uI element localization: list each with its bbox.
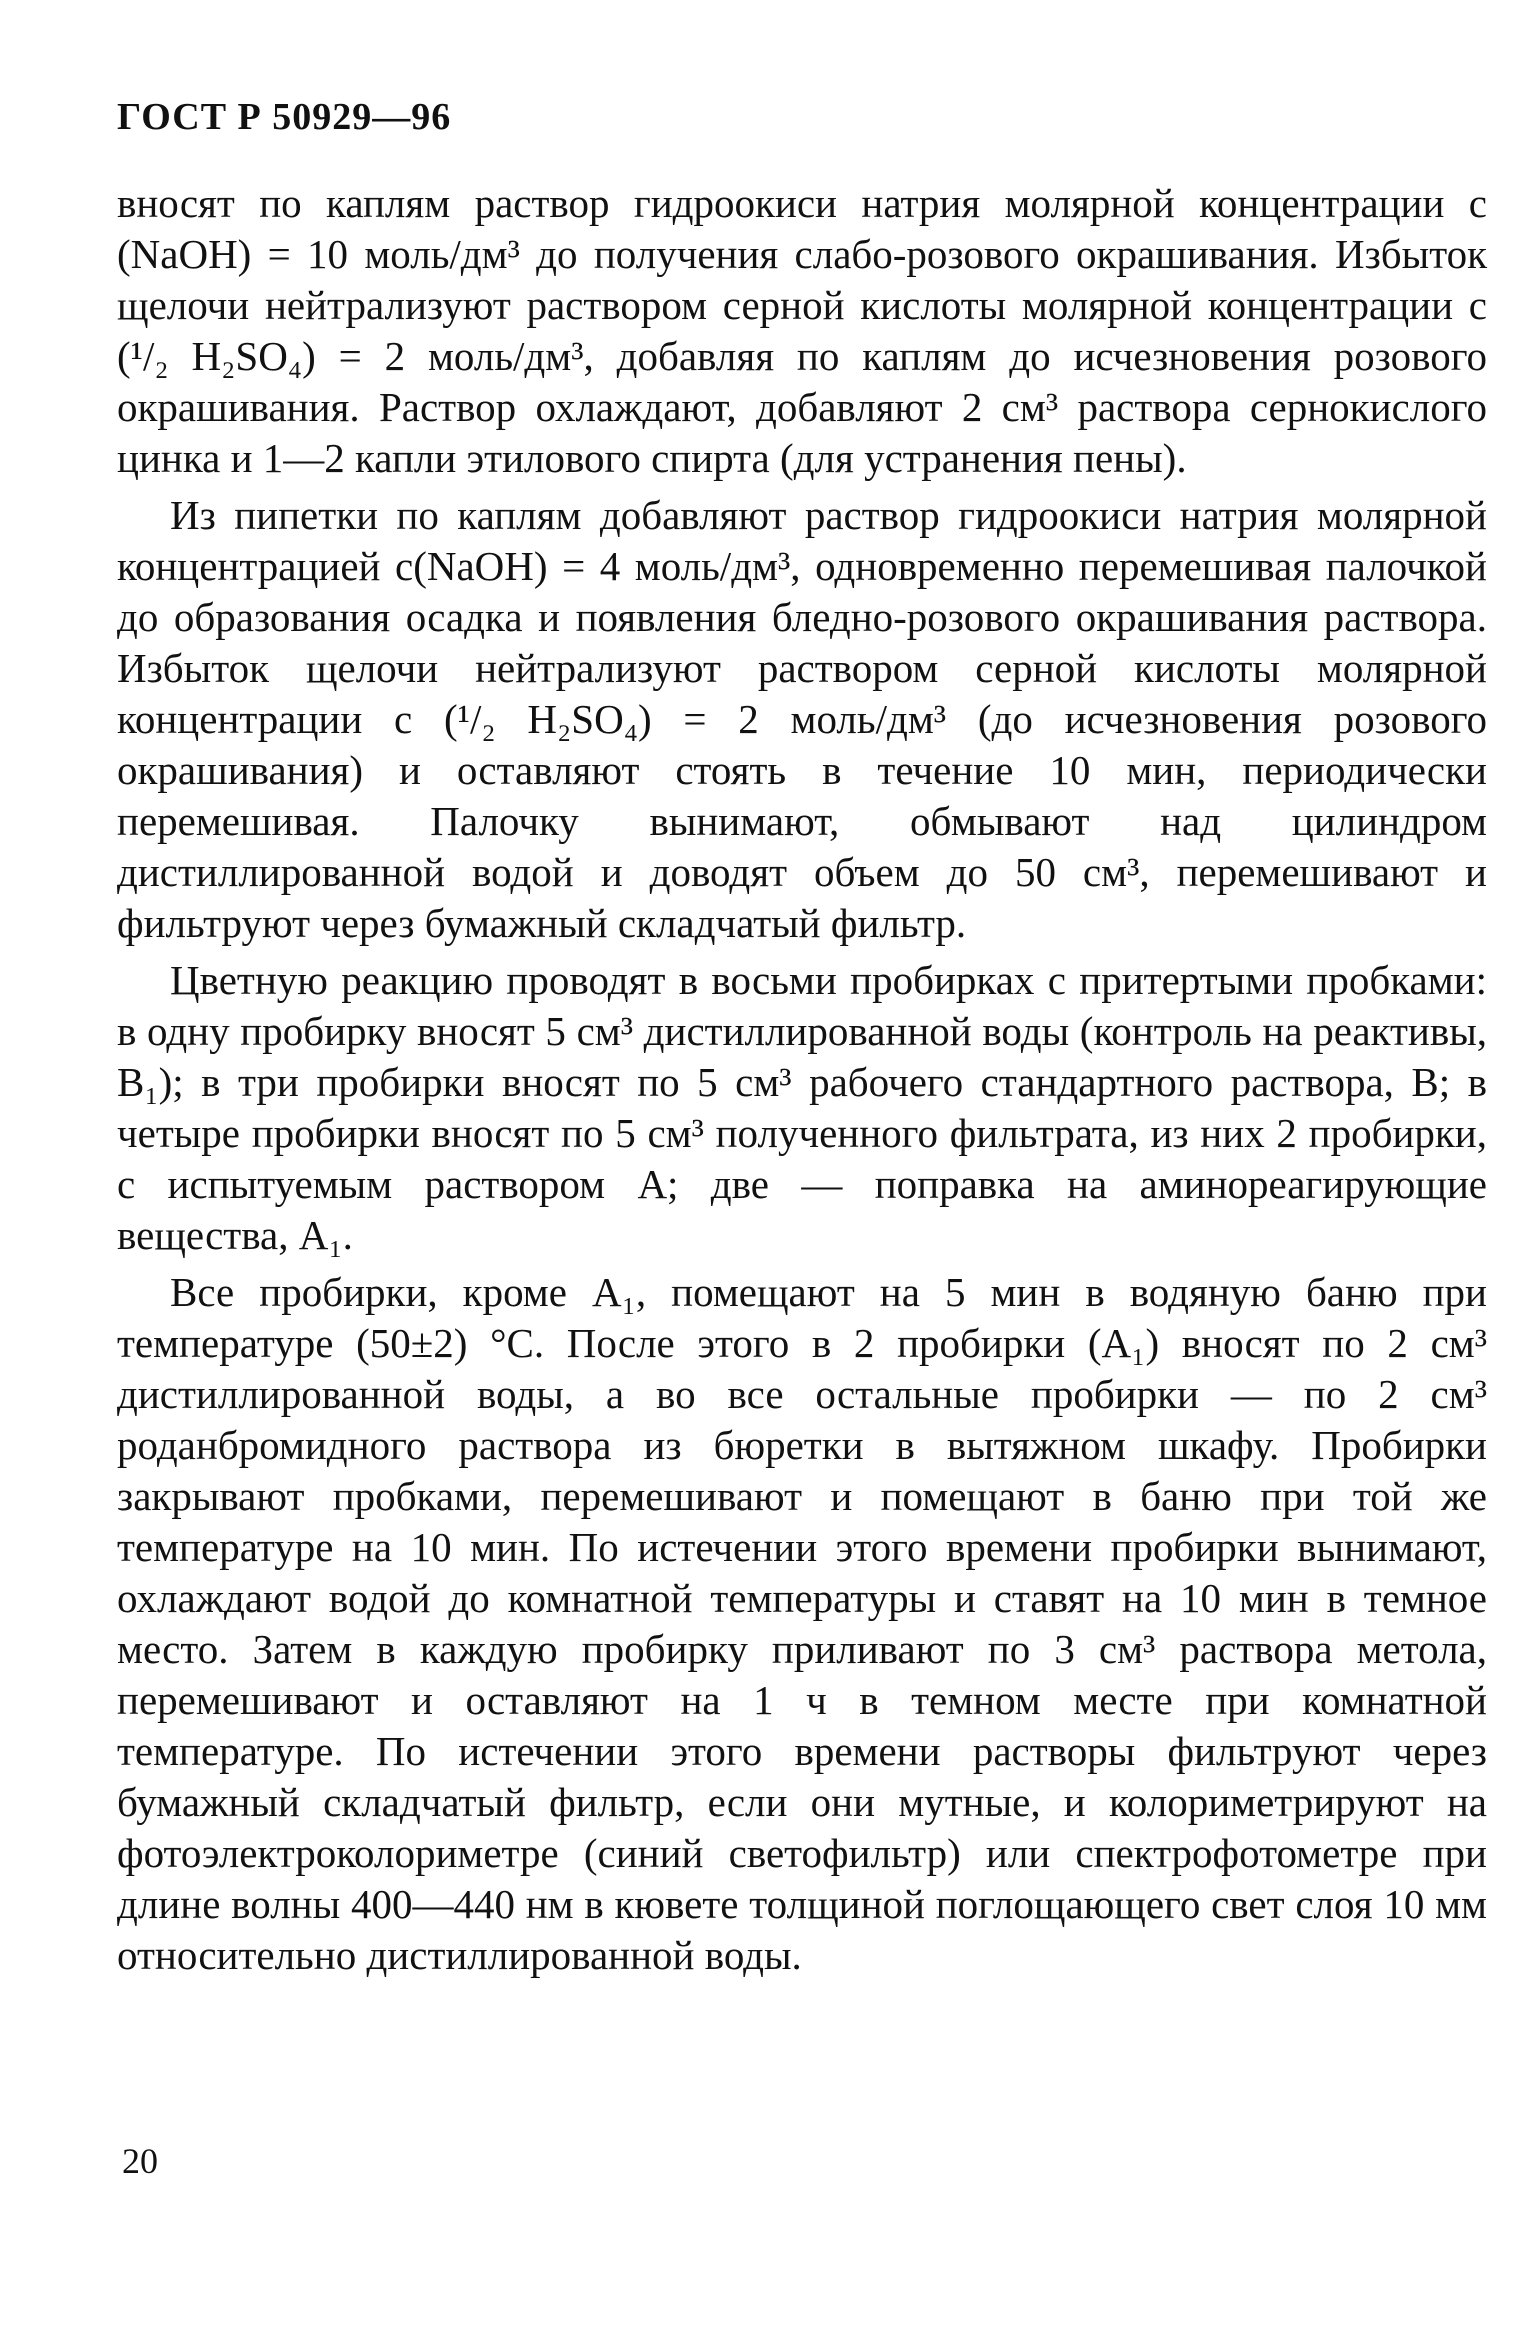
paragraph-4: Все пробирки, кроме A₁, помещают на 5 мин в водяную баню при температуре (50±2) °C. После этого в 2 пробирки (A₁) вносят по 2 см³ дистиллированной воды, а во все остальные пробирки — по 2 см³ роданбромидного раствора из бюретки в вытяжном шкафу. Пробирки закрывают пробками, перемешивают и помещают в баню при той же температуре на 10 мин. По истечении этого времени пробирки вынимают, охлаждают водой до комнатной температуры и ставят на 10 мин в темное место. Затем в каждую пробирку приливают по 3 см³ раствора метола, перемешивают и оставляют на 1 ч в темном месте при комнатной температуре. По истечении этого времени растворы фильтруют через бумажный складчатый фильтр, если они мутные, и колориметрируют на фотоэлектроколориметре (синий светофильтр) или спектрофотометре при длине волны 400—440 нм в кювете толщиной поглощающего свет слоя 10 мм относительно дистиллированной воды. — [117, 1269, 1487, 1978]
paragraph-3: Цветную реакцию проводят в восьми пробирках с притертыми пробками: в одну пробирку вносят 5 см³ дистиллированной воды (контроль на реактивы, B₁); в три пробирки вносят по 5 см³ рабочего стандартного раствора, B; в четыре пробирки вносят по 5 см³ полученного фильтрата, из них 2 пробирки, с испытуемым раствором A; две — поправка на аминореагирующие вещества, A₁. — [117, 957, 1487, 1258]
page-number: 20 — [122, 2141, 158, 2181]
document-body — [117, 178, 1487, 1987]
document-header: ГОСТ Р 50929—96 — [117, 96, 452, 138]
paragraph-1: вносят по каплям раствор гидроокиси натрия молярной концентрации c (NaOH) = 10 моль/дм³ до получения слабо-розового окрашивания. Избыток щелочи нейтрализуют раствором серной кислоты молярной концентрации c (¹/₂ H₂SO₄) = 2 моль/дм³, добавляя по каплям до исчезновения розового окрашивания. Раствор охлаждают, добавляют 2 см³ раствора сернокислого цинка и 1—2 капли этилового спирта (для устранения пены). — [117, 180, 1487, 481]
paragraph-2: Из пипетки по каплям добавляют раствор гидроокиси натрия молярной концентрацией c(NaOH) = 4 моль/дм³, одновременно перемешивая палочкой до образования осадка и появления бледно-розового окрашивания раствора. Избыток щелочи нейтрализуют раствором серной кислоты молярной концентрации c (¹/₂ H₂SO₄) = 2 моль/дм³ (до исчезновения розового окрашивания) и оставляют стоять в течение 10 мин, периодически перемешивая. Палочку вынимают, обмывают над цилиндром дистиллированной водой и доводят объем до 50 см³, перемешивают и фильтруют через бумажный складчатый фильтр. — [117, 492, 1487, 946]
